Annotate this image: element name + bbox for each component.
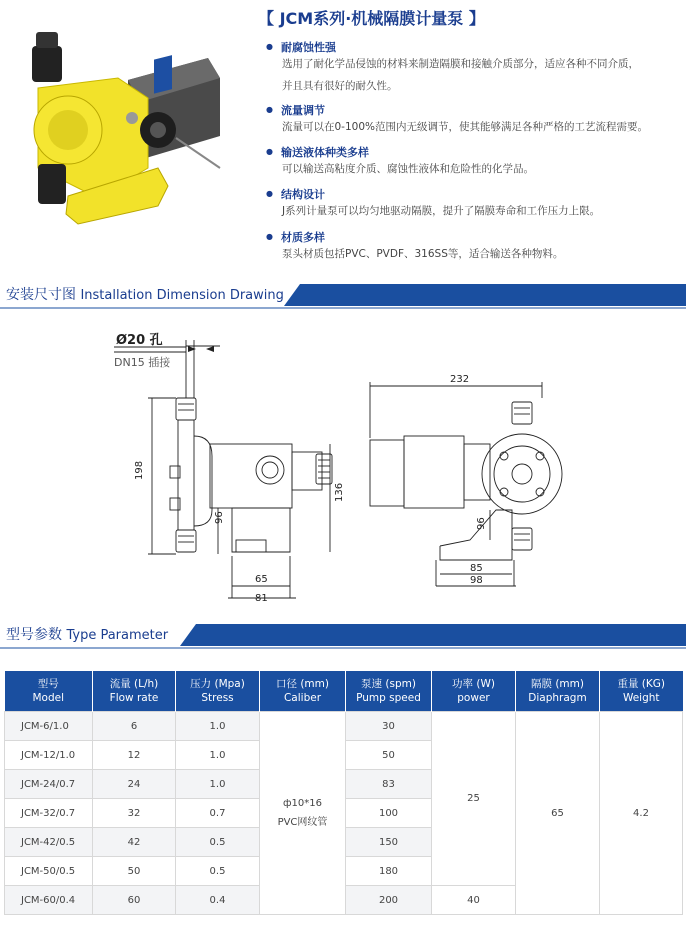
feature-heading-materials: ● 材质多样: [266, 229, 325, 245]
caliber-line-2: PVC网纹管: [277, 817, 328, 828]
header-weight: [600, 671, 683, 712]
cell-speed: 100: [346, 799, 432, 828]
header-cn: 泵速 (spm): [361, 678, 416, 690]
cell-weight: 4.2: [600, 712, 683, 915]
header-model: [5, 671, 93, 712]
header-cn: 重量 (KG): [617, 678, 666, 690]
feature-heading-flow: ● 流量调节: [266, 102, 325, 118]
header-en: Pump speed: [356, 692, 421, 704]
cell-stress: 0.7: [176, 799, 260, 828]
cell-diaphragm: 65: [516, 712, 600, 915]
dim-198: 198: [134, 460, 145, 480]
cell-speed: 50: [346, 741, 432, 770]
header-cn: 功率 (W): [452, 678, 495, 690]
cell-model: JCM-24/0.7: [5, 770, 93, 799]
header-en: Weight: [622, 692, 660, 704]
cell-caliber: [260, 712, 346, 915]
header-en: Model: [32, 692, 65, 704]
cell-stress: 1.0: [176, 770, 260, 799]
product-title: 【 JCM系列·机械隔膜计量泵 】: [258, 9, 485, 28]
cell-speed: 200: [346, 886, 432, 915]
header-power: [432, 671, 516, 712]
header-cn: 型号: [37, 678, 59, 690]
connector-label: DN15 插接: [114, 356, 171, 369]
header-en: power: [457, 692, 490, 704]
dim-96-front: 96: [476, 517, 487, 530]
dim-98: 98: [470, 575, 483, 586]
params-section-title: [6, 624, 168, 644]
params-title-cn: 型号参数: [6, 627, 62, 643]
table-row: [5, 712, 683, 741]
table-header-row: [5, 671, 683, 712]
feature-text-line: 并且具有很好的耐久性。: [282, 80, 398, 92]
dim-85: 85: [470, 563, 483, 574]
feature-heading-liquids: ● 输送液体种类多样: [266, 144, 369, 160]
header-en: Stress: [201, 692, 234, 704]
cell-power-last: 40: [432, 886, 516, 915]
cell-model: JCM-42/0.5: [5, 828, 93, 857]
feature-text-materials: 泵头材质包括PVC、PVDF、316SS等，适合输送各种物料。: [282, 248, 564, 260]
feature-text-liquids: 可以输送高粘度介质、腐蚀性液体和危险性的化学品。: [282, 163, 534, 175]
cell-stress: 1.0: [176, 741, 260, 770]
cell-model: JCM-60/0.4: [5, 886, 93, 915]
dim-96-side: 96: [214, 511, 225, 524]
installation-dimension-drawing: [100, 325, 586, 610]
params-title-en: Type Parameter: [66, 628, 169, 643]
installation-title-en: Installation Dimension Drawing: [80, 288, 284, 303]
cell-model: JCM-32/0.7: [5, 799, 93, 828]
cell-model: JCM-12/1.0: [5, 741, 93, 770]
header-diaphragm: [516, 671, 600, 712]
hole-label: Ø20 孔: [116, 333, 163, 348]
cell-flow: 12: [93, 741, 176, 770]
cell-flow: 24: [93, 770, 176, 799]
header-cn: 压力 (Mpa): [190, 678, 245, 690]
header-cn: 流量 (L/h): [109, 678, 159, 690]
header-en: Diaphragm: [528, 692, 587, 704]
header-stress: [176, 671, 260, 712]
feature-text-corrosion: [282, 53, 682, 97]
caliber-line-1: ф10*16: [283, 798, 322, 809]
feature-text-structure: J系列计量泵可以均匀地驱动隔膜，提升了隔膜寿命和工作压力上限。: [282, 205, 601, 217]
cell-stress: 0.4: [176, 886, 260, 915]
dim-232: 232: [450, 374, 470, 385]
cell-speed: 180: [346, 857, 432, 886]
header-en: Caliber: [283, 692, 322, 704]
cell-flow: 60: [93, 886, 176, 915]
feature-heading-structure: ● 结构设计: [266, 186, 325, 202]
feature-text-flow: 流量可以在0-100%范围内无级调节，使其能够满足各种严格的工艺流程需要。: [282, 121, 648, 133]
cell-speed: 30: [346, 712, 432, 741]
cell-stress: 1.0: [176, 712, 260, 741]
dim-65: 65: [255, 574, 268, 585]
header-cn: 口径 (mm): [276, 678, 329, 690]
feature-text-line: 选用了耐化学品侵蚀的材料来制造隔膜和接触介质部分，适应各种不同介质，: [282, 58, 639, 70]
parameter-table: [4, 671, 683, 915]
cell-speed: 150: [346, 828, 432, 857]
cell-speed: 83: [346, 770, 432, 799]
dim-81: 81: [255, 593, 268, 604]
cell-stress: 0.5: [176, 828, 260, 857]
header-caliber: [260, 671, 346, 712]
cell-flow: 50: [93, 857, 176, 886]
cell-power: 25: [432, 712, 516, 886]
pump-product-image: [8, 18, 230, 228]
cell-flow: 32: [93, 799, 176, 828]
header-speed: [346, 671, 432, 712]
dim-136: 136: [334, 482, 345, 502]
header-flow: [93, 671, 176, 712]
header-cn: 隔膜 (mm): [531, 678, 584, 690]
cell-model: JCM-6/1.0: [5, 712, 93, 741]
header-en: Flow rate: [109, 692, 159, 704]
installation-title-cn: 安装尺寸图: [6, 287, 76, 303]
feature-heading-corrosion: ● 耐腐蚀性强: [266, 39, 336, 55]
cell-flow: 42: [93, 828, 176, 857]
installation-section-title: [6, 284, 284, 304]
cell-model: JCM-50/0.5: [5, 857, 93, 886]
cell-stress: 0.5: [176, 857, 260, 886]
cell-flow: 6: [93, 712, 176, 741]
